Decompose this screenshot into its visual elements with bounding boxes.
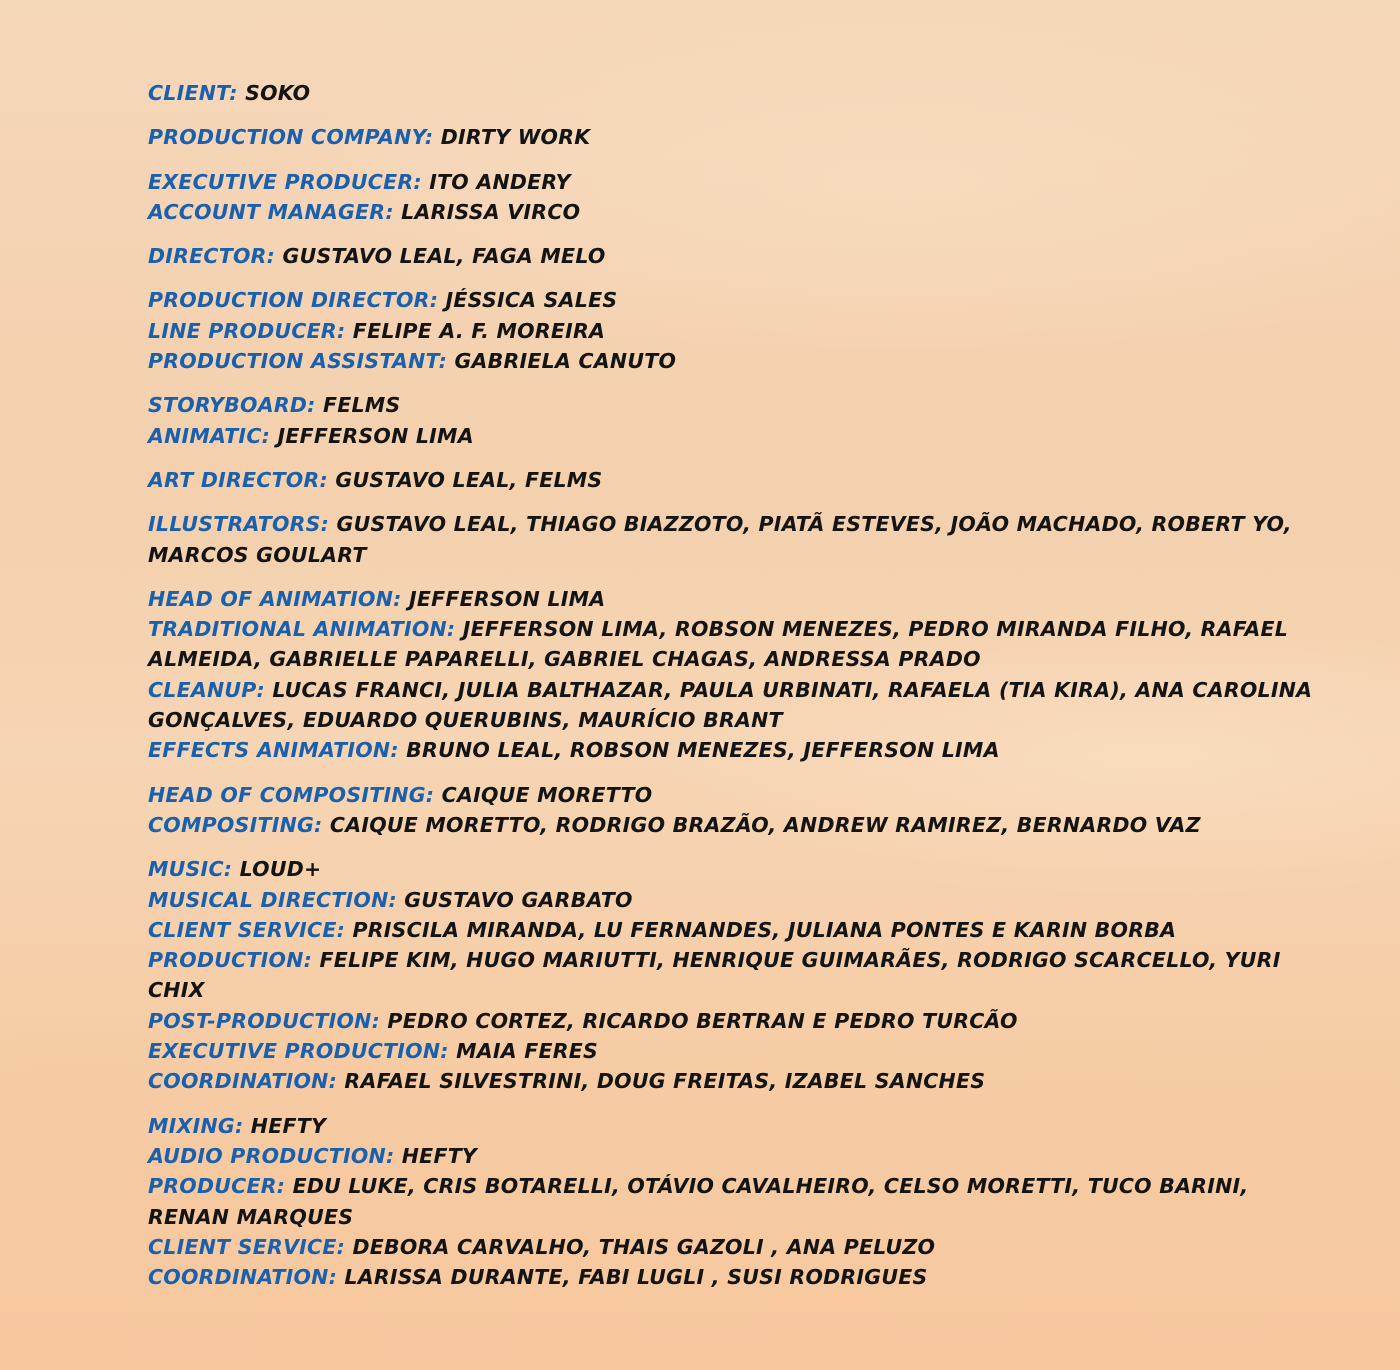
credit-names: DEBORA CARVALHO, THAIS GAZOLI , ANA PELUZO	[345, 1234, 936, 1259]
credit-role: DIRECTOR:	[148, 244, 276, 269]
credit-line	[148, 854, 1328, 884]
credit-names: JÉSSICA SALES	[438, 288, 618, 313]
credit-names: DIRTY WORK	[433, 125, 591, 150]
credit-line	[148, 241, 1328, 271]
credit-names: GABRIELA CANUTO	[447, 349, 677, 374]
credit-group	[148, 780, 1328, 841]
credit-group	[148, 465, 1328, 495]
credit-line	[148, 945, 1328, 1006]
credit-role: CLIENT:	[148, 81, 238, 105]
credit-line	[148, 1111, 1328, 1141]
credit-role: COMPOSITING:	[148, 812, 323, 837]
credit-role: COORDINATION:	[148, 1069, 338, 1094]
credit-names: CAIQUE MORETTO	[434, 782, 653, 807]
credit-role: CLIENT SERVICE:	[148, 917, 346, 942]
credit-line	[148, 509, 1328, 570]
credit-names: GUSTAVO LEAL, FAGA MELO	[275, 244, 606, 269]
credit-role: ANIMATIC:	[148, 423, 271, 448]
credit-role: HEAD OF COMPOSITING:	[148, 782, 435, 807]
credit-names: JEFFERSON LIMA, ROBSON MENEZES, PEDRO MIRANDA FILHO, RAFAEL ALMEIDA, GABRIELLE PAPARELLI, GABRIEL CHAGAS, ANDRESSA PRADO	[148, 617, 1289, 672]
credit-names: PRISCILA MIRANDA, LU FERNANDES, JULIANA PONTES E KARIN BORBA	[345, 917, 1177, 942]
credit-names: HEFTY	[394, 1143, 478, 1168]
credit-group	[148, 241, 1328, 271]
credit-line	[148, 78, 1328, 108]
credit-line	[148, 390, 1328, 420]
credit-group	[148, 584, 1328, 766]
credit-role: PRODUCTION COMPANY:	[148, 125, 434, 150]
credit-line	[148, 780, 1328, 810]
credit-line	[148, 810, 1328, 840]
credit-line	[148, 1036, 1328, 1066]
credit-group	[148, 78, 1328, 108]
credit-names: GUSTAVO LEAL, FELMS	[327, 467, 603, 492]
credit-role: MUSIC:	[148, 857, 233, 882]
credit-line	[148, 421, 1328, 451]
credit-line	[148, 197, 1328, 227]
credit-group	[148, 854, 1328, 1096]
credit-role: AUDIO PRODUCTION:	[148, 1143, 395, 1168]
credit-role: ACCOUNT MANAGER:	[148, 199, 394, 224]
credit-names: SOKO	[237, 81, 311, 105]
credit-role: EXECUTIVE PRODUCTION:	[148, 1039, 449, 1064]
credit-role: CLEANUP:	[148, 677, 266, 702]
credit-role: COORDINATION:	[148, 1265, 338, 1290]
credit-line	[148, 1232, 1328, 1262]
credit-names: LOUD+	[232, 857, 322, 882]
credit-line	[148, 1171, 1328, 1232]
credit-group	[148, 509, 1328, 570]
credit-line	[148, 465, 1328, 495]
credit-group	[148, 285, 1328, 376]
credit-role: PRODUCER:	[148, 1174, 286, 1199]
credit-names: LARISSA DURANTE, FABI LUGLI , SUSI RODRIGUES	[337, 1265, 928, 1290]
credit-line	[148, 885, 1328, 915]
credit-role: PRODUCTION DIRECTOR:	[148, 288, 439, 313]
credit-names: FELIPE KIM, HUGO MARIUTTI, HENRIQUE GUIMARÃES, RODRIGO SCARCELLO, YURI CHIX	[148, 948, 1281, 1003]
credit-role: HEAD OF ANIMATION:	[148, 586, 402, 611]
credit-line	[148, 614, 1328, 675]
credit-role: MUSICAL DIRECTION:	[148, 887, 397, 912]
credit-line	[148, 1262, 1328, 1292]
credit-line	[148, 285, 1328, 315]
credit-line	[148, 675, 1328, 736]
credit-line	[148, 1141, 1328, 1171]
credit-names: PEDRO CORTEZ, RICARDO BERTRAN E PEDRO TURCÃO	[380, 1008, 1018, 1033]
credit-group	[148, 167, 1328, 228]
credit-names: JEFFERSON LIMA	[270, 423, 474, 448]
credit-names: ITO ANDERY	[421, 169, 571, 194]
credit-names: JEFFERSON LIMA	[401, 586, 606, 611]
credit-role: POST-PRODUCTION:	[148, 1008, 381, 1033]
credit-line	[148, 1066, 1328, 1096]
credit-names: MAIA FERES	[448, 1039, 599, 1064]
credit-names: BRUNO LEAL, ROBSON MENEZES, JEFFERSON LIMA	[398, 738, 1000, 763]
credit-names: EDU LUKE, CRIS BOTARELLI, OTÁVIO CAVALHEIRO, CELSO MORETTI, TUCO BARINI, RENAN MARQUES	[148, 1174, 1249, 1229]
credit-role: TRADITIONAL ANIMATION:	[148, 617, 456, 642]
credit-role: ILLUSTRATORS:	[148, 512, 330, 537]
credit-names: GUSTAVO LEAL, THIAGO BIAZZOTO, PIATÃ ESTEVES, JOÃO MACHADO, ROBERT YO, MARCOS GOULART	[148, 512, 1292, 567]
credit-role: EFFECTS ANIMATION:	[148, 738, 399, 763]
credit-line	[148, 1006, 1328, 1036]
credit-group	[148, 122, 1328, 152]
credit-names: LARISSA VIRCO	[393, 199, 581, 224]
credit-role: STORYBOARD:	[148, 393, 316, 418]
credit-names: FELMS	[315, 393, 401, 418]
credit-names: HEFTY	[243, 1113, 327, 1138]
credit-line	[148, 584, 1328, 614]
credit-role: PRODUCTION:	[148, 948, 313, 973]
credit-names: CAIQUE MORETTO, RODRIGO BRAZÃO, ANDREW RAMIREZ, BERNARDO VAZ	[322, 812, 1201, 837]
credit-names: FELIPE A. F. MOREIRA	[345, 318, 606, 343]
credit-names: LUCAS FRANCI, JULIA BALTHAZAR, PAULA URBINATI, RAFAELA (TIA KIRA), ANA CAROLINA GONÇALVES, EDUARDO QUERUBINS, MAURÍCIO BRANT	[148, 677, 1313, 733]
credit-line	[148, 346, 1328, 376]
credit-line	[148, 316, 1328, 346]
credit-role: EXECUTIVE PRODUCER:	[148, 169, 422, 194]
credit-role: PRODUCTION ASSISTANT:	[148, 349, 448, 374]
credit-role: ART DIRECTOR:	[148, 467, 328, 492]
credit-line	[148, 122, 1328, 152]
credit-group	[148, 390, 1328, 451]
credit-line	[148, 915, 1328, 945]
credit-line	[148, 167, 1328, 197]
credit-role: CLIENT SERVICE:	[148, 1234, 346, 1259]
credit-names: GUSTAVO GARBATO	[396, 887, 633, 912]
credit-role: LINE PRODUCER:	[148, 318, 346, 343]
credit-line	[148, 735, 1328, 765]
credit-names: RAFAEL SILVESTRINI, DOUG FREITAS, IZABEL SANCHES	[337, 1069, 986, 1094]
credit-role: MIXING:	[148, 1113, 244, 1138]
credits-list	[148, 78, 1328, 1306]
credit-group	[148, 1111, 1328, 1293]
